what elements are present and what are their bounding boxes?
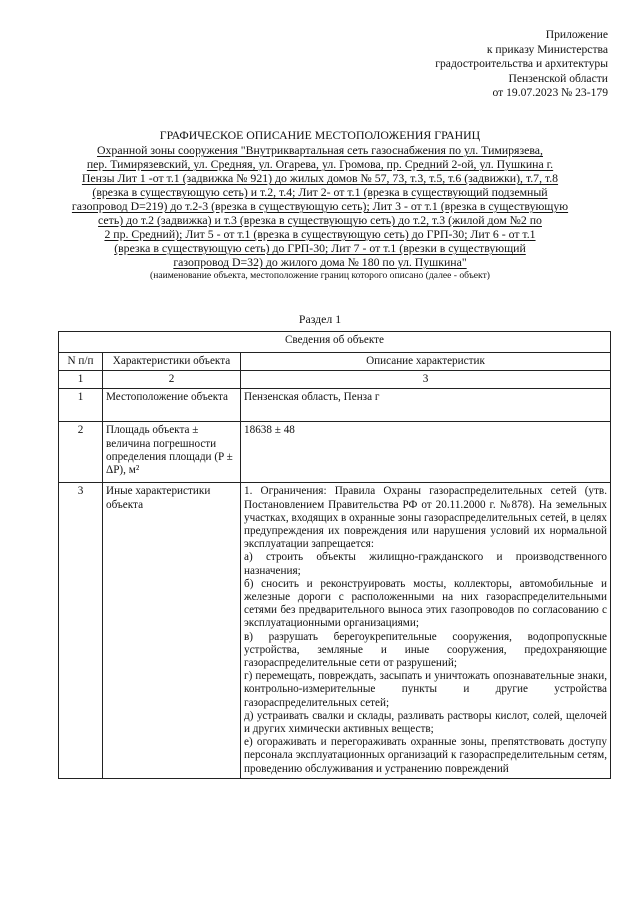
description-line: 2 пр. Средний); Лит 5 - от т.1 (врезка в существующую сеть) до ГРП-30; Лит 6 - от т.1 [104, 227, 536, 241]
row-characteristic [103, 422, 241, 483]
row-characteristic: Местоположение объекта [103, 389, 241, 422]
table-caption: Сведения об объекте [59, 332, 611, 353]
row-characteristic-text: Площадь объекта ± величина погрешности определения площади (P ± ΔP), м² [106, 424, 233, 477]
column-numbering-row [59, 371, 611, 389]
table-row [59, 422, 611, 483]
annex-line: Приложение [545, 28, 608, 41]
restriction-paragraph: б) сносить и реконструировать мосты, коллекторы, автомобильные и железные дороги с расположенными на них газораспределительными сетями без предварительного выноса этих газопроводов по согласованию с эксплуатационными организациями; [244, 577, 607, 630]
column-header: Описание характеристик [241, 353, 611, 371]
object-caption: (наименование объекта, местоположение границ которого описано (далее - объект) [150, 270, 490, 281]
row-description: 18638 ± 48 [241, 422, 611, 483]
restriction-paragraph: а) строить объекты жилищно-гражданского и производственного назначения; [244, 551, 607, 577]
description-line: (врезка в существующую сеть) и т.2, т.4; Лит 2- от т.1 (врезка в существующий подземный [92, 185, 548, 199]
restriction-paragraph: е) огораживать и перегораживать охранные зоны, препятствовать доступу персонала эксплуатационных организаций к газораспределительным сетям, проведению обслуживания и устранению повреждений [244, 736, 607, 775]
section-title: Раздел 1 [298, 312, 342, 326]
restriction-paragraph: д) устраивать свалки и склады, разливать растворы кислот, солей, щелочей и других химически активных веществ; [244, 709, 607, 736]
description-line: газопровод D=32) до жилого дома № 180 по ул. Пушкина" [173, 255, 467, 269]
table-header-row [59, 353, 611, 371]
column-number: 3 [241, 371, 611, 389]
description-line: пер. Тимирязевский, ул. Средняя, ул. Огарева, ул. Громова, пр. Средний 2-ой, ул. Пушкина г. [86, 157, 554, 171]
column-header: N п/п [59, 353, 103, 371]
table-row [59, 389, 611, 422]
annex-line: градостроительства и архитектуры [435, 57, 608, 70]
annex-line: от 19.07.2023 № 23-179 [492, 86, 608, 99]
column-number: 1 [59, 371, 103, 389]
annex-line: Пензенской области [508, 71, 608, 85]
column-number: 2 [103, 371, 241, 389]
object-info-table [58, 331, 611, 779]
column-header: Характеристики объекта [103, 353, 241, 371]
row-number: 1 [59, 389, 103, 422]
row-description [241, 483, 611, 778]
table-row [59, 483, 611, 778]
object-description [40, 143, 600, 269]
annex-block [348, 28, 608, 101]
restriction-paragraph: в) разрушать берегоукрепительные сооружения, водопропускные устройства, земляные и иные сооружения, предохраняющие газораспределительные сети от разрушений; [244, 630, 607, 670]
annex-line: к приказу Министерства [486, 42, 608, 56]
description-line: газопровод D=219) до т.2-3 (врезка в существующую сеть); Лит 3 - от т.1 (врезка в существующую [71, 199, 569, 213]
description-line: сеть) до т.2 (задвижка) и т.3 (врезка в существующую сеть) до т.2, т.3 (жилой дом №2 по [98, 213, 542, 227]
description-line: Пензы Лит 1 -от т.1 (задвижка № 921) до жилых домов № 57, 73, т.3, т.5, т.6 (задвижки), т.7, т.8 [81, 171, 559, 185]
restriction-paragraph: 1. Ограничения: Правила Охраны газораспределительных сетей (утв. Постановлением Правительства РФ от 20.11.2000 г. №878). На земельных участках, входящих в охранные зоны газораспределительных сетей, в целях предупреждения их повреждения или нарушения условий их нормальной эксплуатации запрещается: [244, 485, 608, 551]
description-line: Охранной зоны сооружения "Внутриквартальная сеть газоснабжения по ул. Тимирязева, [97, 143, 543, 157]
description-line: (врезка в существующую сеть) до ГРП-30; Лит 7 - от т.1 (врезки в существующий [114, 241, 526, 255]
document-heading: ГРАФИЧЕСКОЕ ОПИСАНИЕ МЕСТОПОЛОЖЕНИЯ ГРАНИЦ [159, 128, 481, 142]
row-number: 3 [59, 483, 103, 778]
restriction-paragraph: г) перемещать, повреждать, засыпать и уничтожать опознавательные знаки, контрольно-измерительные пункты и другие устройства газораспределительных сетей; [244, 670, 607, 709]
row-number: 2 [59, 422, 103, 483]
row-description: Пензенская область, Пенза г [241, 389, 611, 422]
title-block [40, 128, 600, 282]
row-characteristic: Иные характеристики объекта [103, 483, 241, 778]
